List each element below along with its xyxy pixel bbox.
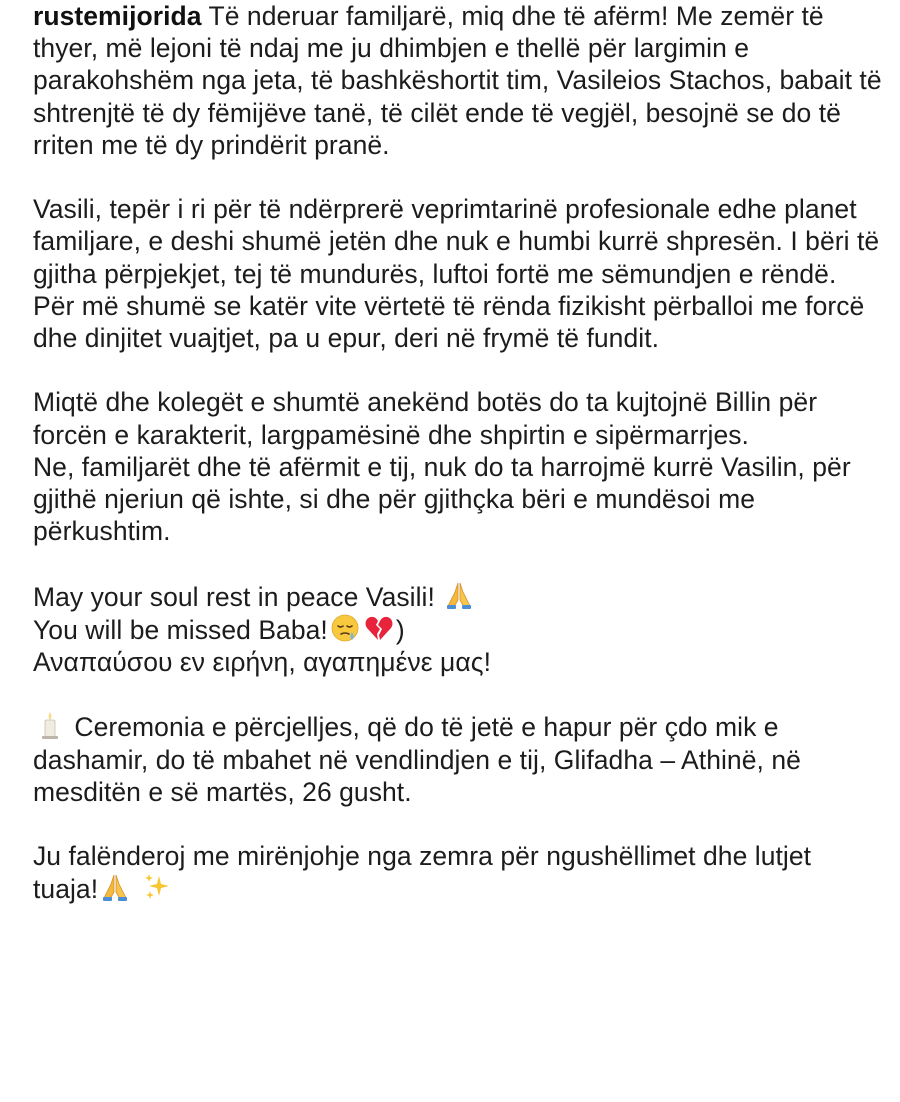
thanks-text: Ju falënderoj me mirënjohje nga zemra për ngushëllimet dhe lutjet tuaja! bbox=[33, 841, 812, 905]
broken-heart-icon bbox=[364, 613, 394, 643]
caption-paragraph-friends: Miqtë dhe kolegët e shumtë anekënd botës do ta kujtojnë Billin për forcën e karakterit, largpamësinë dhe shpirtin e sipërmarrjes. bbox=[33, 387, 818, 450]
ceremony-text: Ceremonia e përcjelljes, që do të jetë e hapur për çdo mik e dashamir, do të mbahet në vendlindjen e tij, Glifadha – Athinë, në mesditën e së martës, 26 gusht. bbox=[33, 712, 801, 807]
missed-text: You will be missed Baba! bbox=[33, 614, 328, 645]
folded-hands-icon bbox=[100, 872, 130, 902]
caption-missed-line bbox=[33, 613, 883, 646]
folded-hands-icon bbox=[444, 580, 474, 610]
prayer-text: May your soul rest in peace Vasili! bbox=[33, 581, 443, 612]
sparkles-icon bbox=[142, 872, 172, 902]
caption-paragraph-illness: Vasili, tepër i ri për të ndërprerë veprimtarinë profesionale edhe planet familjare, e deshi shumë jetën dhe nuk e humbi kurrë shpresën. I bëri të gjitha përpjekjet, tej të mundurës, luftoi fortë me sëmundjen e rëndë. Për më shumë se katër vite vërtetë të rënda fizikisht përballoi me forcë dhe dinjitet vuajtjet, pa u epur, deri në frymë të fundit. bbox=[33, 194, 880, 354]
username-link[interactable]: rustemijorida bbox=[33, 1, 202, 31]
caption-paragraph-intro bbox=[33, 0, 883, 161]
missed-closing-paren: ) bbox=[395, 614, 405, 645]
candle-icon bbox=[35, 710, 65, 740]
post-caption bbox=[33, 0, 883, 906]
caption-greek-line: Αναπαύσου εν ειρήνη, αγαπημένε μας! bbox=[33, 647, 491, 678]
caption-prayer-line-english bbox=[33, 580, 883, 613]
caption-paragraph-thanks bbox=[33, 840, 883, 905]
sad-sweat-face-icon bbox=[330, 613, 360, 643]
intro-text: Të nderuar familjarë, miq dhe të afërm! Me zemër të thyer, më lejoni të ndaj me ju dhimbjen e thellë për largimin e parakohshëm nga jeta, të bashkëshortit tim, Vasileios Stachos, babait të shtrenjtë të dy fëmijëve tanë, të cilët ende të vegjël, besojnë se do të rriten me të dy prindërit pranë. bbox=[33, 1, 882, 160]
caption-paragraph-ceremony bbox=[33, 710, 883, 808]
caption-paragraph-family: Ne, familjarët dhe të afërmit e tij, nuk do ta harrojmë kurrë Vasilin, për gjithë njeriun që ishte, si dhe për gjithçka bëri e mundësoi me përkushtim. bbox=[33, 451, 851, 547]
